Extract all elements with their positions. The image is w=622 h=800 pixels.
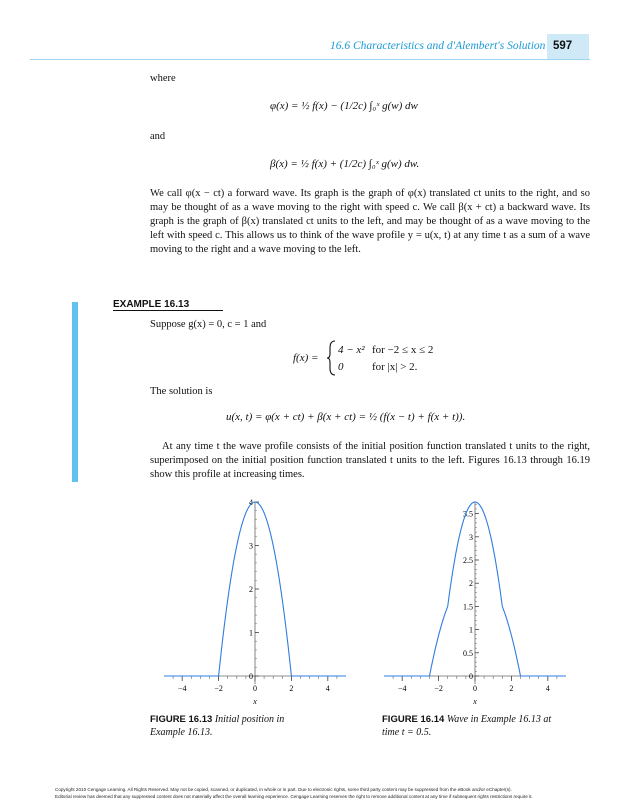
x-tick-label: −2 bbox=[434, 684, 443, 693]
y-tick-label: 1 bbox=[469, 625, 473, 635]
figure-16-14-caption-text: Wave in Example 16.13 at time t = 0.5. bbox=[382, 714, 552, 738]
equation-u-text: u(x, t) = φ(x + ct) + β(x + ct) = ½ (f(x − t) + f(x + t)). bbox=[226, 411, 466, 423]
equation-u bbox=[226, 411, 465, 423]
footer-copyright-line1: Copyright 2010 Cengage Learning. All Rights Reserved. May not be copied, scanned, or duplicated, in whole or in part. Due to electronic rights, some third party content may be suppressed from the eBook and/or eChapter(s). bbox=[55, 787, 512, 792]
y-tick-label: 1 bbox=[249, 628, 253, 638]
text-where: where bbox=[150, 73, 176, 84]
footer-copyright-line2: Editorial review has deemed that any suppressed content does not materially affect the overall learning experience. Cengage Learning reserves the right to remove additional content at any time if subsequent rights restrictions require it. bbox=[55, 794, 533, 799]
piecewise-case1-expr: 4 − x² bbox=[338, 344, 365, 356]
figure-16-13-caption bbox=[150, 713, 300, 739]
x-tick-label: 4 bbox=[545, 684, 550, 693]
paragraph-wave-profile: At any time t the wave profile consists of the initial position function translated t units to the right, superimposed on the initial position function translated t units to the left. Figures 16.13 through 16.19 show this profile at increasing times. bbox=[150, 441, 590, 480]
x-tick-label: 0 bbox=[253, 684, 257, 693]
page-number: 597 bbox=[553, 40, 573, 52]
y-tick-label: 0 bbox=[469, 672, 473, 681]
x-tick-label: 2 bbox=[509, 684, 514, 693]
y-tick-label: 1.5 bbox=[463, 602, 473, 612]
x-tick-label: −4 bbox=[177, 684, 187, 693]
piecewise-case2-expr: 0 bbox=[338, 361, 344, 373]
piecewise-lhs: f(x) = bbox=[293, 352, 319, 364]
x-tick-label: −4 bbox=[397, 684, 407, 693]
y-tick-label: 3.5 bbox=[463, 509, 473, 519]
header-rule bbox=[30, 59, 590, 60]
text-suppose: Suppose g(x) = 0, c = 1 and bbox=[150, 319, 267, 330]
equation-phi-text: φ(x) = ½ f(x) − (1/2c) ∫₀ˣ g(w) dw bbox=[270, 100, 418, 112]
text-and: and bbox=[150, 131, 166, 142]
figure-16-13-caption-text: Initial position in Example 16.13. bbox=[150, 714, 285, 738]
x-tick-label: 4 bbox=[325, 684, 330, 693]
piecewise-brace bbox=[327, 340, 337, 376]
text-solution-is: The solution is bbox=[150, 386, 213, 397]
figure-16-14-plot bbox=[380, 498, 570, 708]
x-tick-label: 0 bbox=[473, 684, 477, 693]
example-label-rule bbox=[113, 310, 223, 311]
figure-16-13-plot bbox=[160, 498, 350, 708]
example-label: EXAMPLE 16.13 bbox=[113, 299, 190, 310]
example-sidebar-accent bbox=[72, 302, 78, 482]
figure-16-14-caption-label: FIGURE 16.14 bbox=[382, 714, 445, 725]
x-tick-label: 2 bbox=[289, 684, 294, 693]
y-tick-label: 2 bbox=[469, 579, 473, 589]
equation-beta-text: β(x) = ½ f(x) + (1/2c) ∫₀ˣ g(w) dw. bbox=[270, 158, 420, 170]
y-tick-label: 0.5 bbox=[463, 648, 473, 658]
y-tick-label: 3 bbox=[469, 532, 473, 542]
figure-16-14-caption bbox=[382, 713, 562, 739]
y-tick-label: 2 bbox=[249, 585, 253, 594]
y-tick-label: 4 bbox=[249, 498, 253, 507]
figure-16-13-caption-label: FIGURE 16.13 bbox=[150, 714, 213, 725]
y-tick-label: 0 bbox=[249, 672, 253, 681]
running-header-title: 16.6 Characteristics and d'Alembert's Solution bbox=[330, 40, 546, 52]
piecewise-case1-cond: for −2 ≤ x ≤ 2 bbox=[372, 344, 434, 356]
x-axis-label: x bbox=[473, 697, 477, 706]
y-tick-label: 2.5 bbox=[463, 556, 473, 565]
equation-phi bbox=[270, 100, 418, 112]
piecewise-case2-cond: for |x| > 2. bbox=[372, 361, 418, 373]
y-tick-label: 3 bbox=[249, 541, 253, 551]
x-axis-label: x bbox=[253, 697, 257, 706]
paragraph-forward-backward-wave: We call φ(x − ct) a forward wave. Its graph is the graph of φ(x) translated ct units to the right, and so may be thought of as a wave moving to the right with speed c. We call β(x + ct) a backward wave. Its graph is the graph of β(x) translated ct units to the left, and may be thought of as a wave moving to the left with speed c. This allows us to think of the wave profile y = u(x, t) at any time t as a sum of a wave moving to the right and a wave moving to the left. bbox=[150, 188, 590, 255]
x-tick-label: −2 bbox=[214, 684, 223, 693]
equation-beta bbox=[270, 158, 419, 170]
